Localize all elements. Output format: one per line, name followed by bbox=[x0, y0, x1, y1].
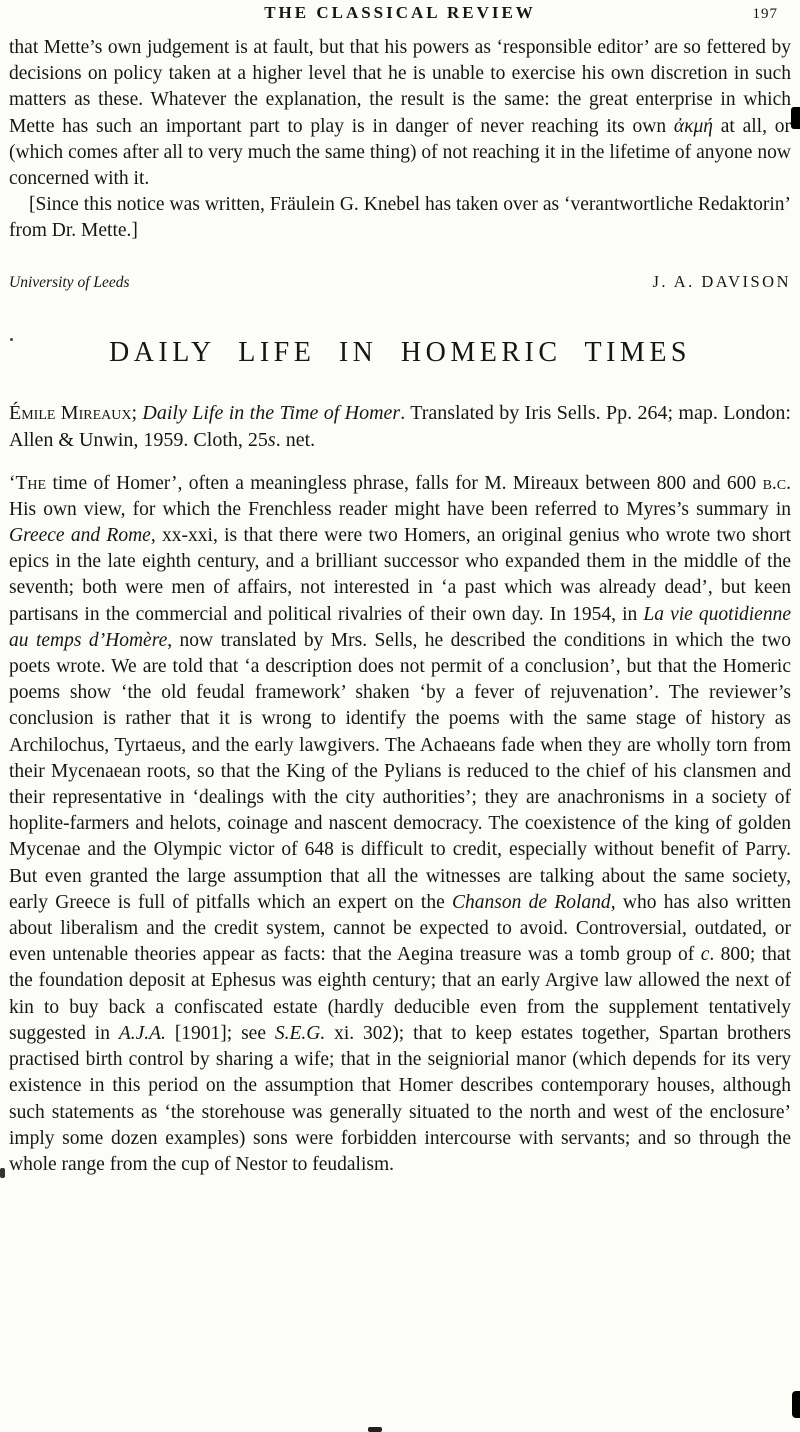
article-title: DAILY LIFE IN HOMERIC TIMES bbox=[108, 336, 691, 368]
paragraph: [Since this notice was written, Fräulein G. Knebel has taken over as ‘verantwortliche Redaktorin’ from Dr. Mette.] bbox=[9, 194, 791, 242]
reviewer-name: J. A. DAVISON bbox=[652, 271, 791, 291]
scan-artifact bbox=[791, 107, 800, 129]
journal-title: THE CLASSICAL REVIEW bbox=[264, 3, 536, 22]
book-citation: Émile Mireaux; Daily Life in the Time of Homer. Translated by Iris Sells. Pp. 264; map. London: Allen & Unwin, 1959. Cloth, 25s. net. bbox=[9, 401, 791, 452]
scan-artifact bbox=[368, 1427, 382, 1432]
signature-row bbox=[9, 272, 791, 292]
review-conclusion-mette bbox=[9, 35, 791, 292]
page-header bbox=[9, 3, 791, 23]
reviewer-affiliation: University of Leeds bbox=[9, 273, 130, 291]
paragraph: that Mette’s own judgement is at fault, but that his powers as ‘responsible editor’ are so fettered by decisions on policy taken at a higher level that he is unable to exercise his own discretion in such matters as these. Whatever the explanation, the result is the same: the great enterprise in which Mette has such an important part to play is in danger of never reaching its own ἀκμή at all, or (which comes after all to very much the same thing) of not reaching it in the lifetime of anyone now concerned with it. bbox=[9, 37, 791, 190]
page-number: 197 bbox=[752, 6, 778, 22]
review-daily-life-in-homeric-times bbox=[9, 337, 791, 1178]
scan-artifact bbox=[10, 338, 13, 341]
scan-artifact bbox=[0, 1168, 5, 1178]
scan-artifact bbox=[792, 1391, 800, 1418]
review-body: ‘The time of Homer’, often a meaningless phrase, falls for M. Mireaux between 800 and 600 b.c. His own view, for which the Frenchless reader might have been referred to Myres’s summary in Greece and Rome, xx-xxi, is that there were two Homers, an original genius who wrote two short epics in the late eighth century, and a brilliant successor who expanded them in the middle of the seventh; both were men of affairs, not interested in ‘a past which was already dead’, but keen partisans in the commercial and political rivalries of their own day. In 1954, in La vie quotidienne au temps d’Homère, now translated by Mrs. Sells, he described the conditions in which the two poets wrote. We are told that ‘a description does not permit of a conclusion’, but that the Homeric poems show ‘the old feudal framework’ shaken ‘by a fever of rejuvenation’. The reviewer’s conclusion is rather that it is wrong to identify the poems with the same stage of history as Archilochus, Tyrtaeus, and the early lawgivers. The Achaeans fade when they are wholly torn from their Mycenaean roots, so that the King of the Pylians is reduced to the chief of his clansmen and their representative in ‘dealings with the city authorities’; they are anachronisms in a society of hoplite-farmers and helots, coinage and nascent democracy. The coexistence of the king of golden Mycenae and the Olympic victor of 648 is difficult to credit, especially without benefit of Parry. But even granted the large assumption that all the witnesses are talking about the same society, early Greece is full of pitfalls which an expert on the Chanson de Roland, who has also written about liberalism and the credit system, cannot be expected to avoid. Controversial, outdated, or even untenable theories appear as facts: that the Aegina treasure was a tomb group of c. 800; that the foundation deposit at Ephesus was eighth century; that an early Argive law allowed the next of kin to buy back a confiscated estate (hardly deducible even from the supplement tentatively suggested in A.J.A. [1901]; see S.E.G. xi. 302); that to keep estates together, Spartan brothers practised birth control by sharing a wife; that in the seigniorial manor (which depends for its very existence in this period on the assumption that Homer describes contemporary houses, although such statements as ‘the storehouse was generally situated to the north and west of the enclosure’ imply some dozen examples) sons were forbidden intercourse with servants; and so through the whole range from the cup of Nestor to feudalism. bbox=[9, 472, 792, 1175]
